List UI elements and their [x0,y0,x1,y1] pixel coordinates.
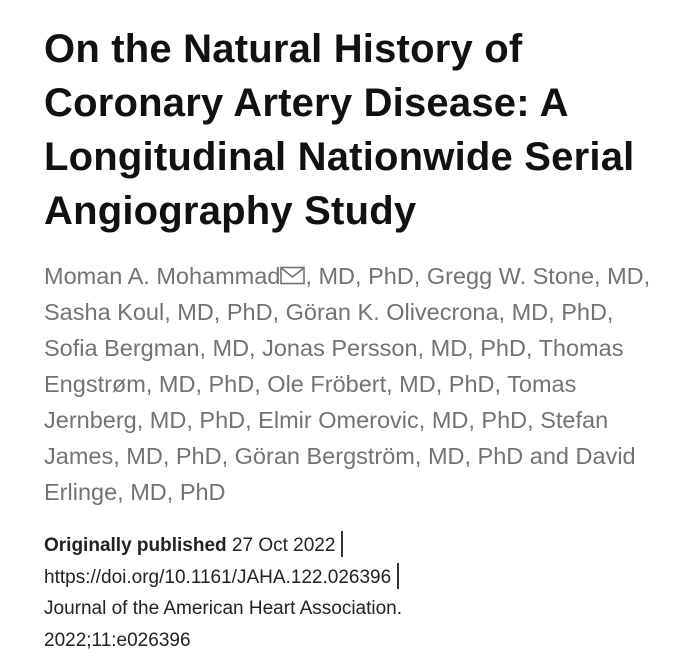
doi-line [44,562,674,594]
published-date: 27 Oct 2022 [231,535,336,556]
co-authors: , MD, PhD, Gregg W. Stone, MD, Sasha Koul, MD, PhD, Göran K. Olivecrona, MD, PhD, Sofia Bergman, MD, Jonas Persson, MD, PhD, Thomas Engstrøm, MD, PhD, Ole Fröbert, MD, PhD, Tomas Jernberg, MD, PhD, Elmir Omerovic, MD, PhD, Stefan James, MD, PhD, Göran Bergström, MD, PhD and David Erlinge, MD, PhD [44,263,651,505]
author-list [44,258,669,510]
published-line [44,530,674,562]
corresponding-author[interactable]: Moman A. Mohammad [44,263,281,289]
published-label: Originally published [44,535,227,556]
article-header [44,22,674,656]
envelope-icon[interactable] [280,266,305,285]
article-title: On the Natural History of Coronary Artery Disease: A Longitudinal Nationwide Serial Angiography Study [44,27,635,233]
citation: 2022;11:e026396 [44,629,191,651]
journal-name[interactable]: Journal of the American Heart Association. [44,598,403,619]
publication-info [44,530,674,656]
separator [341,531,343,557]
separator [397,563,399,589]
doi-link[interactable]: https://doi.org/10.1161/JAHA.122.026396 [44,566,392,588]
